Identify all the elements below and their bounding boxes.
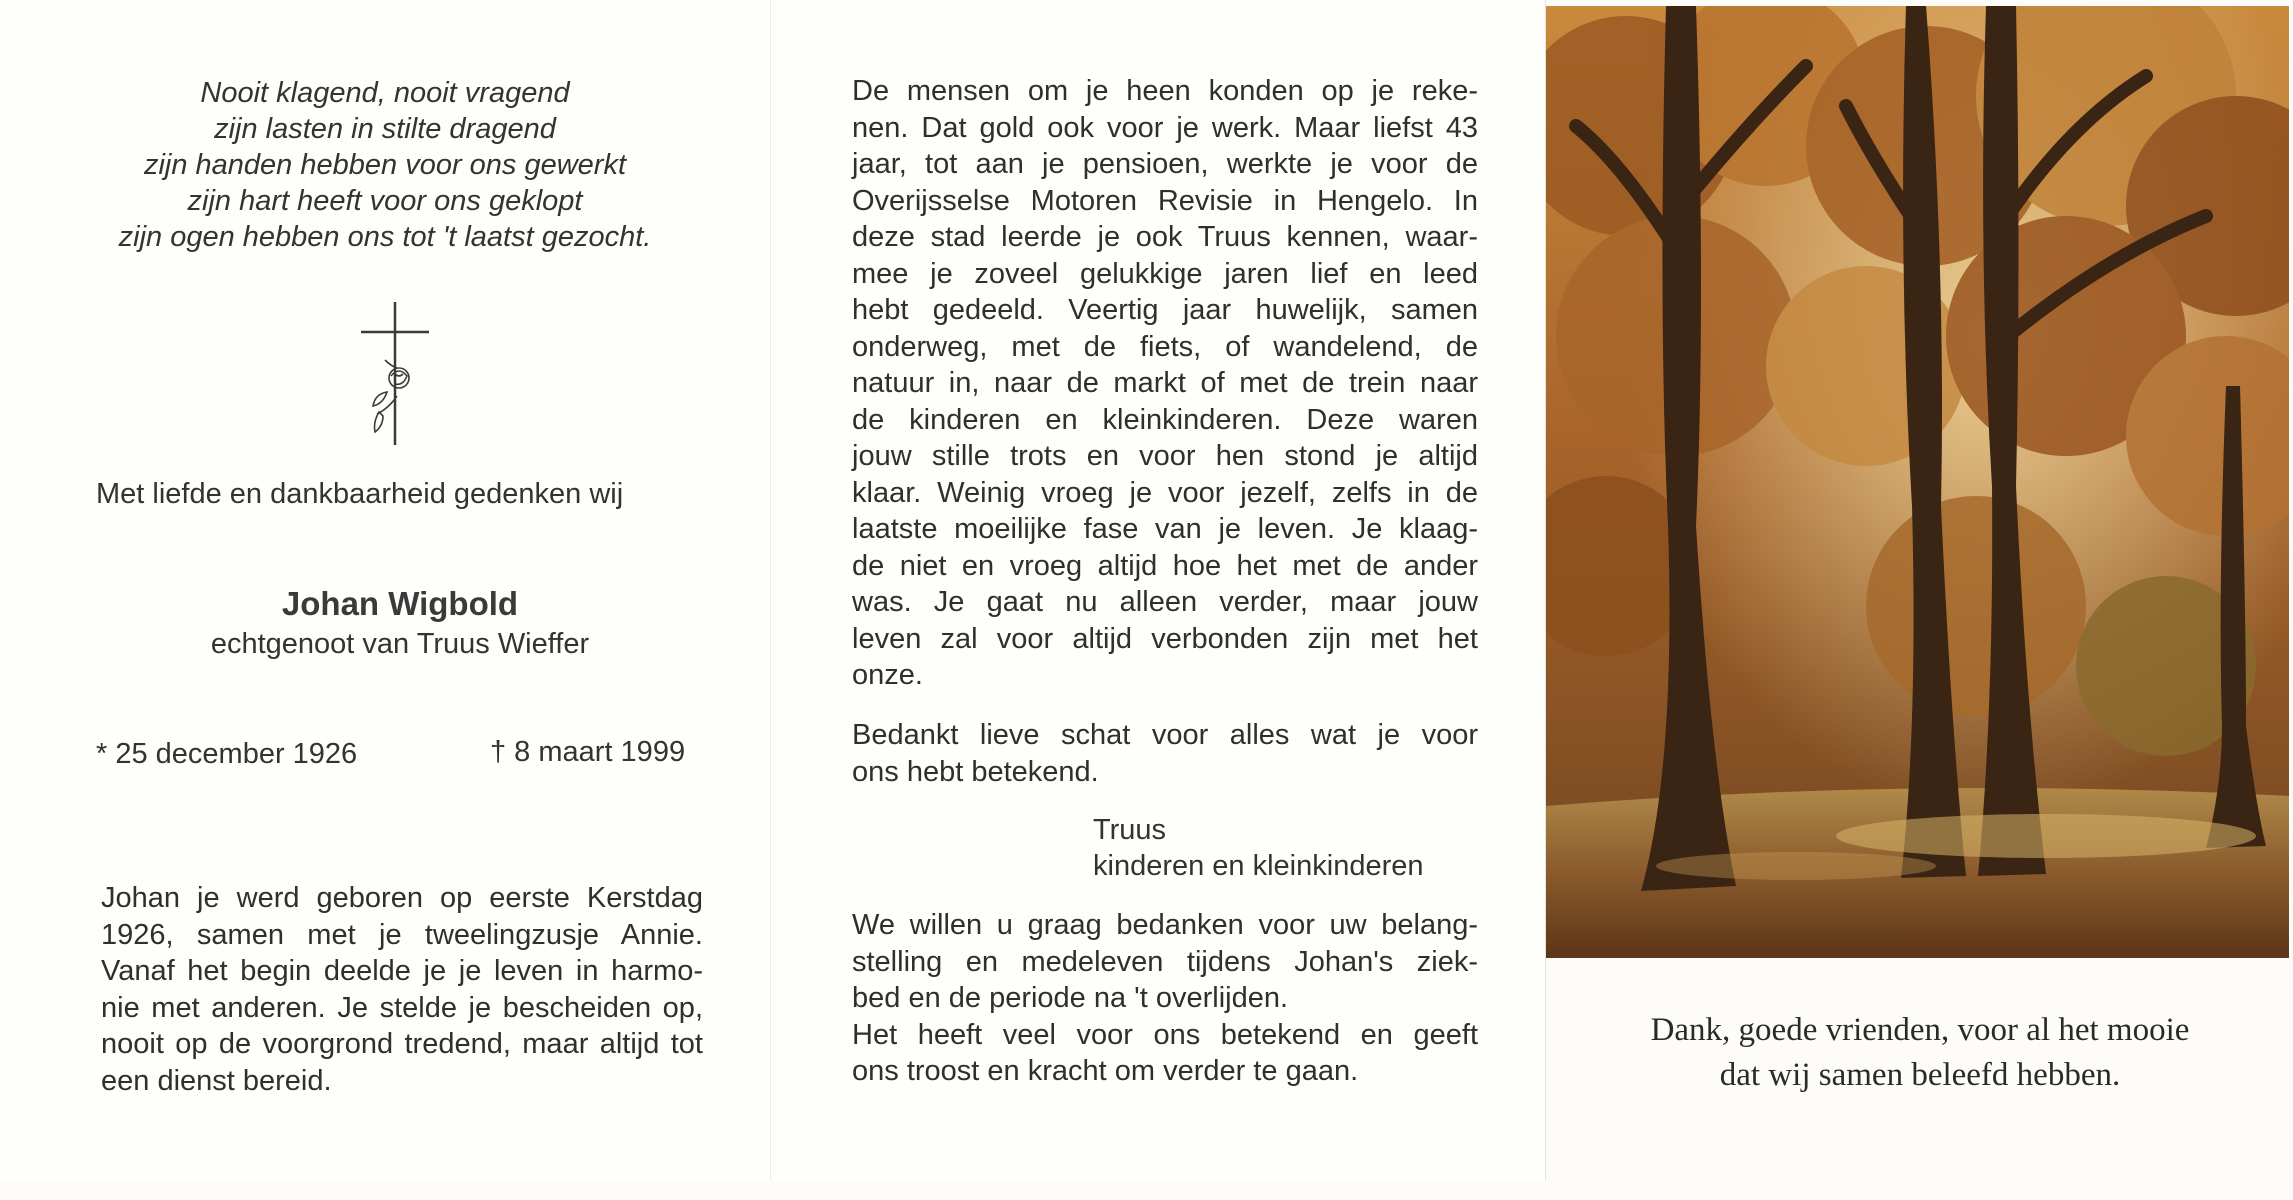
text-line: een dienst bereid. (101, 1064, 332, 1097)
text-line: onze. (852, 659, 923, 691)
left-panel (0, 0, 770, 1180)
birth-date: * 25 december 1926 (96, 738, 358, 770)
thanks-paragraph (852, 717, 1478, 790)
caption-line: dat wij samen beleefd hebben. (1719, 1057, 2121, 1093)
text-line: We willen u graag bedanken voor uw belang- (852, 909, 1478, 941)
text-line: deze stad leerde je ook Truus kennen, waar- (852, 221, 1478, 253)
spouse-line: echtgenoot van Truus Wieffer (210, 628, 590, 660)
text-line: nie met anderen. Je stelde je bescheiden op, (101, 991, 703, 1024)
text-line: bed en de periode na 't overlijden. (852, 982, 1289, 1014)
text-line: Vanaf het begin deelde je je leven in harmo- (101, 955, 703, 987)
text-line: Bedankt lieve schat voor alles wat je voor (852, 719, 1478, 751)
poem-line: Nooit klagend, nooit vragend (200, 77, 570, 109)
deceased-name: Johan Wigbold (281, 585, 519, 622)
text-line: ons troost en kracht om verder te gaan. (852, 1055, 1359, 1087)
signature-family: kinderen en kleinkinderen (1093, 850, 1424, 882)
caption-line: Dank, goede vrienden, voor al het mooie (1650, 1012, 2190, 1048)
text-line: Overijsselse Motoren Revisie in Hengelo. In (852, 184, 1478, 217)
text-line: stelling en medeleven tijdens Johan's ziek- (852, 945, 1478, 978)
text-line: De mensen om je heen konden op je reke- (852, 75, 1478, 107)
poem-line: zijn handen hebben voor ons gewerkt (143, 149, 627, 181)
acknowledgement-paragraph (852, 907, 1478, 1090)
middle-panel (770, 0, 1546, 1180)
memorial-intro: Met liefde en dankbaarheid gedenken wij (96, 478, 624, 510)
text-line: de kinderen en kleinkinderen. Deze waren (852, 403, 1478, 436)
poem-line: zijn lasten in stilte dragend (214, 113, 556, 145)
biography-paragraph (101, 880, 703, 1099)
text-line: was. Je gaat nu alleen verder, maar jouw (852, 586, 1478, 618)
text-line: nooit op de voorgrond tredend, maar altijd tot (101, 1028, 703, 1060)
cross-with-rose-icon (355, 300, 435, 450)
text-line: 1926, samen met je tweelingzusje Annie. (101, 918, 703, 951)
text-line: klaar. Weinig vroeg je voor jezelf, zelfs in de (852, 476, 1478, 509)
text-line: hebt gedeeld. Veertig jaar huwelijk, samen (852, 294, 1478, 326)
signature-name: Truus (1093, 814, 1167, 846)
poem-line: zijn ogen hebben ons tot 't laatst gezocht. (118, 221, 652, 253)
text-line: ons hebt betekend. (852, 755, 1099, 788)
text-line: de niet en vroeg altijd hoe het met de ander (852, 549, 1478, 582)
story-paragraph (852, 73, 1478, 694)
text-line: onderweg, met de fiets, of wandelend, de (852, 330, 1478, 363)
text-line: jaar, tot aan je pensioen, werkte je voor de (852, 148, 1478, 180)
text-line: jouw stille trots en voor hen stond je altijd (852, 440, 1478, 472)
right-panel (1545, 0, 2293, 1180)
text-line: leven zal voor altijd verbonden zijn met het (852, 622, 1478, 655)
text-line: laatste moeilijke fase van je leven. Je klaag- (852, 513, 1478, 545)
autumn-forest-photo (1546, 6, 2289, 958)
text-line: Johan je werd geboren op eerste Kerstdag (101, 882, 703, 914)
text-line: nen. Dat gold ook voor je werk. Maar liefst 43 (852, 111, 1478, 144)
death-date: † 8 maart 1999 (490, 736, 686, 768)
text-line: natuur in, naar de markt of met de trein naar (852, 367, 1478, 399)
text-line: mee je zoveel gelukkige jaren lief en leed (852, 257, 1478, 290)
poem-line: zijn hart heeft voor ons geklopt (187, 185, 583, 217)
photo-caption (1546, 1008, 2293, 1098)
poem (0, 75, 770, 255)
text-line: Het heeft veel voor ons betekend en geeft (852, 1018, 1478, 1051)
